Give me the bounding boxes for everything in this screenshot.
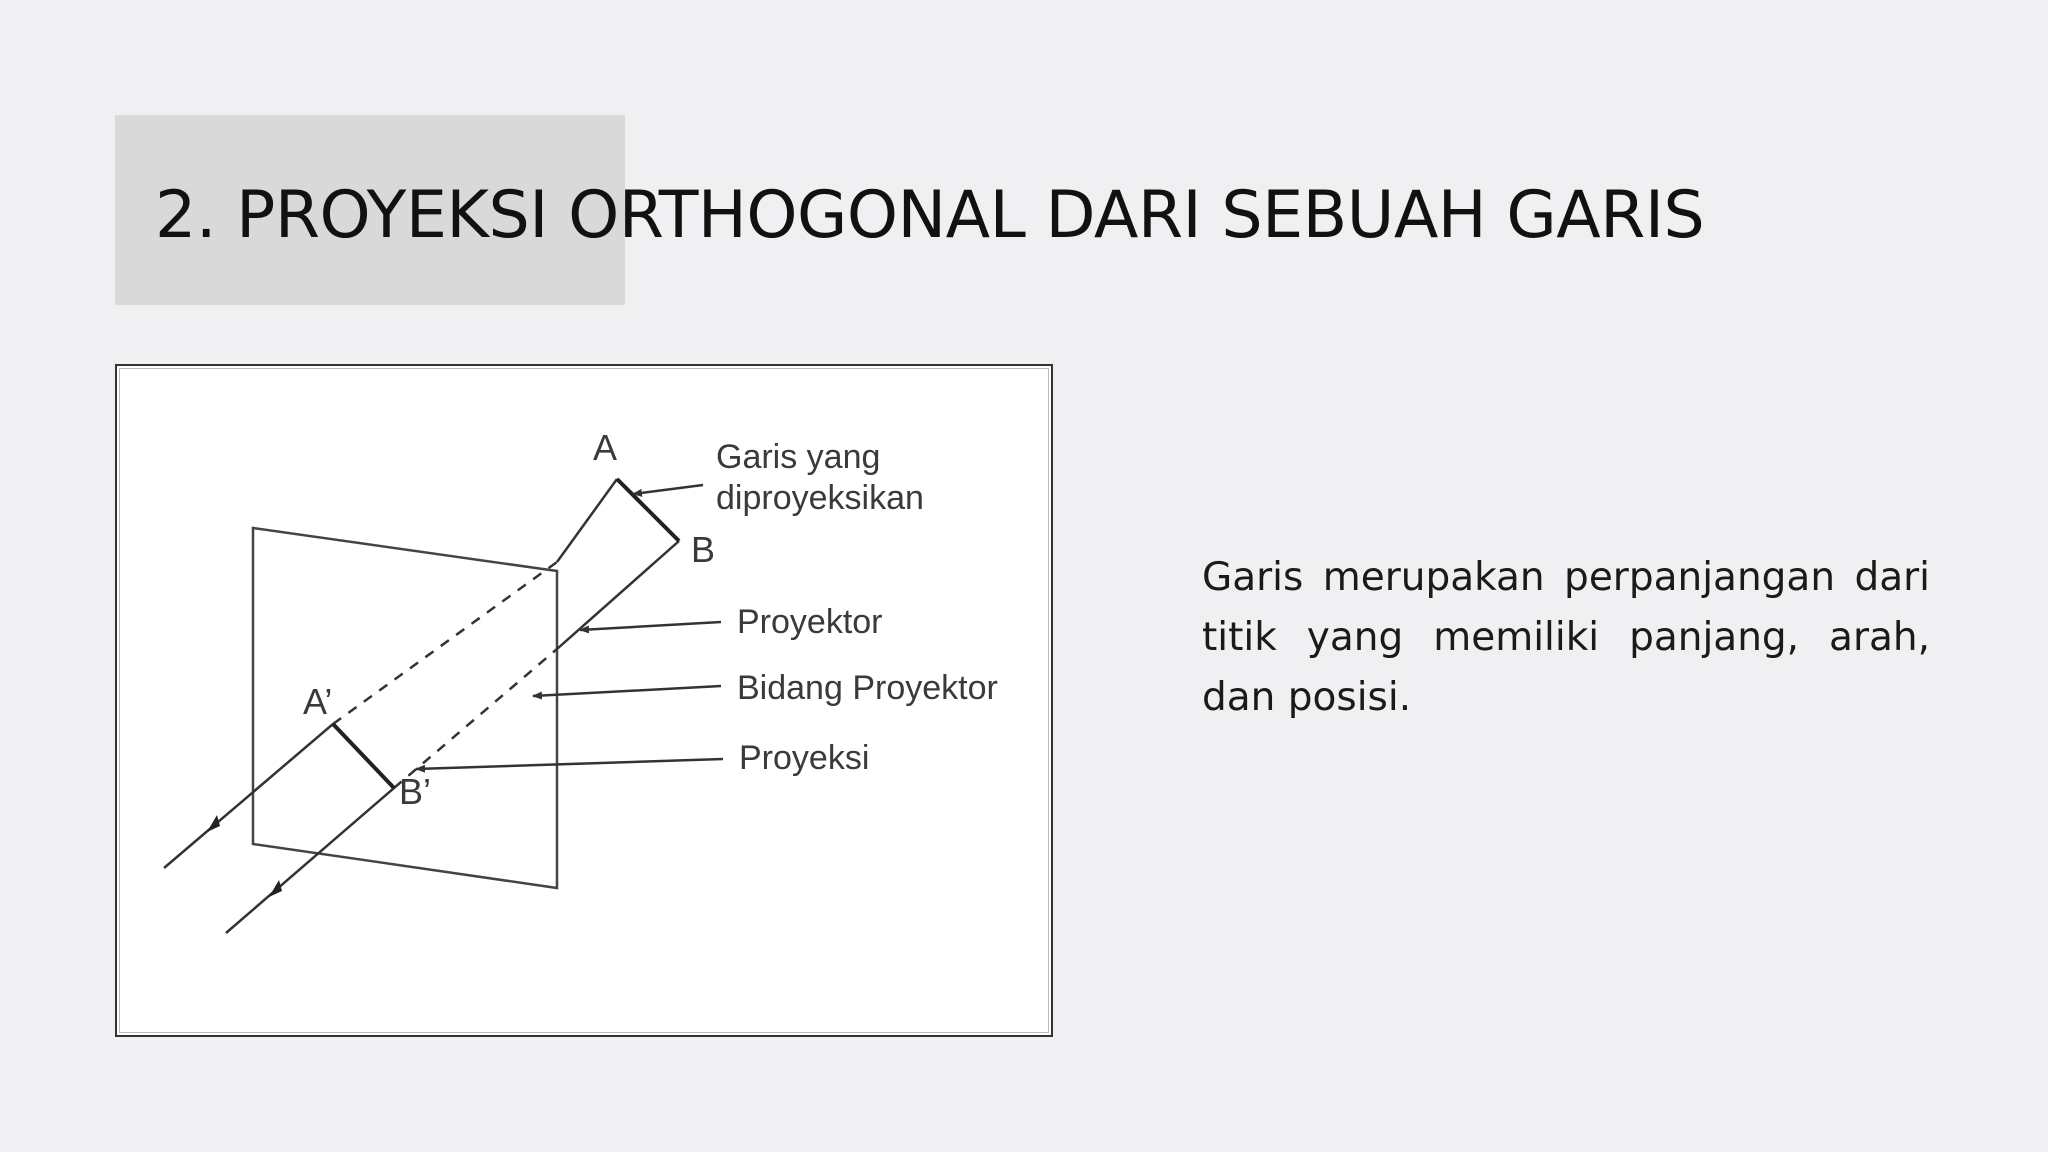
label-point-a: A	[593, 427, 618, 468]
leader-proyektor	[580, 622, 721, 630]
slide-body-text: Garis merupakan perpanjangan dari titik yang memiliki panjang, arah, dan posisi.	[1202, 555, 1930, 720]
label-point-a-proj: A’	[303, 681, 333, 722]
label-garis-line1: Garis yang	[716, 438, 881, 476]
leader-proyeksi	[416, 759, 723, 769]
projector-line-b-back	[557, 541, 679, 649]
label-point-b-proj: B’	[399, 771, 432, 812]
label-point-b: B	[691, 529, 716, 570]
projector-arrowhead-a	[207, 815, 220, 832]
label-bidang-proyektor: Bidang Proyektor	[737, 669, 998, 707]
projector-line-a-back	[557, 479, 617, 562]
line-a-b-projection	[333, 724, 394, 788]
label-proyeksi: Proyeksi	[739, 739, 870, 777]
projector-arrowhead-b	[269, 880, 282, 897]
slide-title: 2. PROYEKSI ORTHOGONAL DARI SEBUAH GARIS	[155, 178, 1705, 253]
label-garis-line2: diproyeksikan	[716, 479, 924, 517]
leader-line-garis	[633, 485, 703, 494]
leader-bidang	[533, 686, 721, 696]
diagram-svg	[117, 366, 1051, 1035]
projector-line-a-hidden	[333, 562, 557, 724]
projection-diagram	[115, 364, 1053, 1037]
projector-line-a-front	[164, 724, 333, 868]
label-proyektor: Proyektor	[737, 603, 883, 641]
projection-plane	[253, 528, 557, 888]
